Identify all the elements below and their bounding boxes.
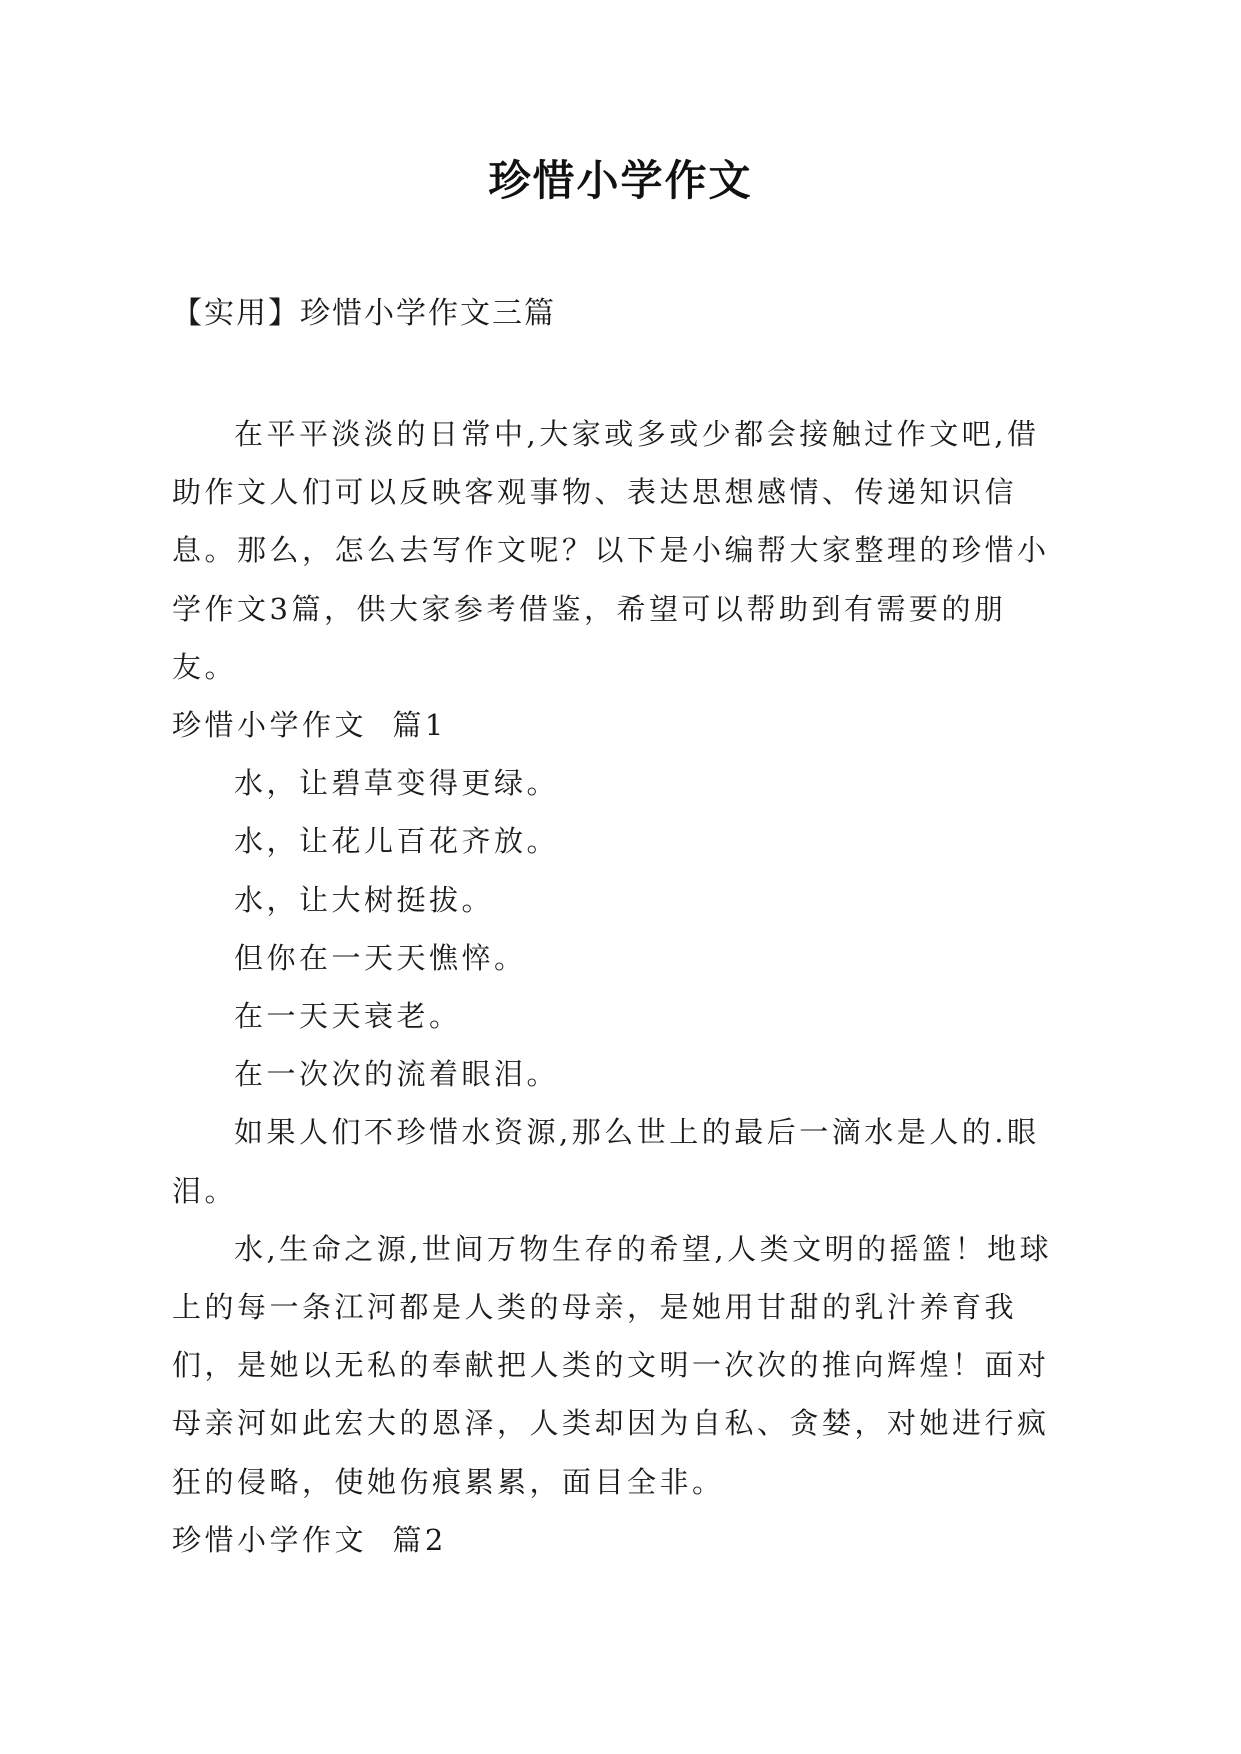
paragraph: 水,生命之源,世间万物生存的希望,人类文明的摇篮！地球上的每一条江河都是人类的母亲，是她用甘甜的乳汁养育我们，是她以无私的奉献把人类的文明一次次的推向辉煌！面对母亲河如此宏大的恩泽，人类却因为自私、贪婪，对她进行疯狂的侵略，使她伤痕累累，面目全非。 [172,1231,1053,1499]
paragraph: 在一天天衰老。 [234,999,462,1034]
paragraph: 但你在一天天憔悴。 [234,940,527,975]
paragraph: 在一次次的流着眼泪。 [234,1057,560,1092]
paragraph: 如果人们不珍惜水资源,那么世上的最后一滴水是人的.眼泪。 [172,1115,1040,1208]
paragraph: 水，让花儿百花齐放。 [234,824,560,859]
intro-paragraph: 在平平淡淡的日常中,大家或多或少都会接触过作文吧,借助作文人们可以反映客观事物、表达思想感情、传递知识信息。那么，怎么去写作文呢？以下是小编帮大家整理的珍惜小学作文3篇，供大家参考借鉴，希望可以帮助到有需要的朋友。 [172,417,1050,684]
document-body [172,405,1057,1569]
section-heading-1: 珍惜小学作文 篇1 [172,708,447,743]
section-heading-2: 珍惜小学作文 篇2 [172,1522,447,1557]
paragraph: 水，让碧草变得更绿。 [234,766,560,801]
paragraph: 水，让大树挺拔。 [234,882,495,917]
document-subtitle: 【实用】珍惜小学作文三篇 [172,296,556,331]
document-title: 珍惜小学作文 [488,156,753,205]
